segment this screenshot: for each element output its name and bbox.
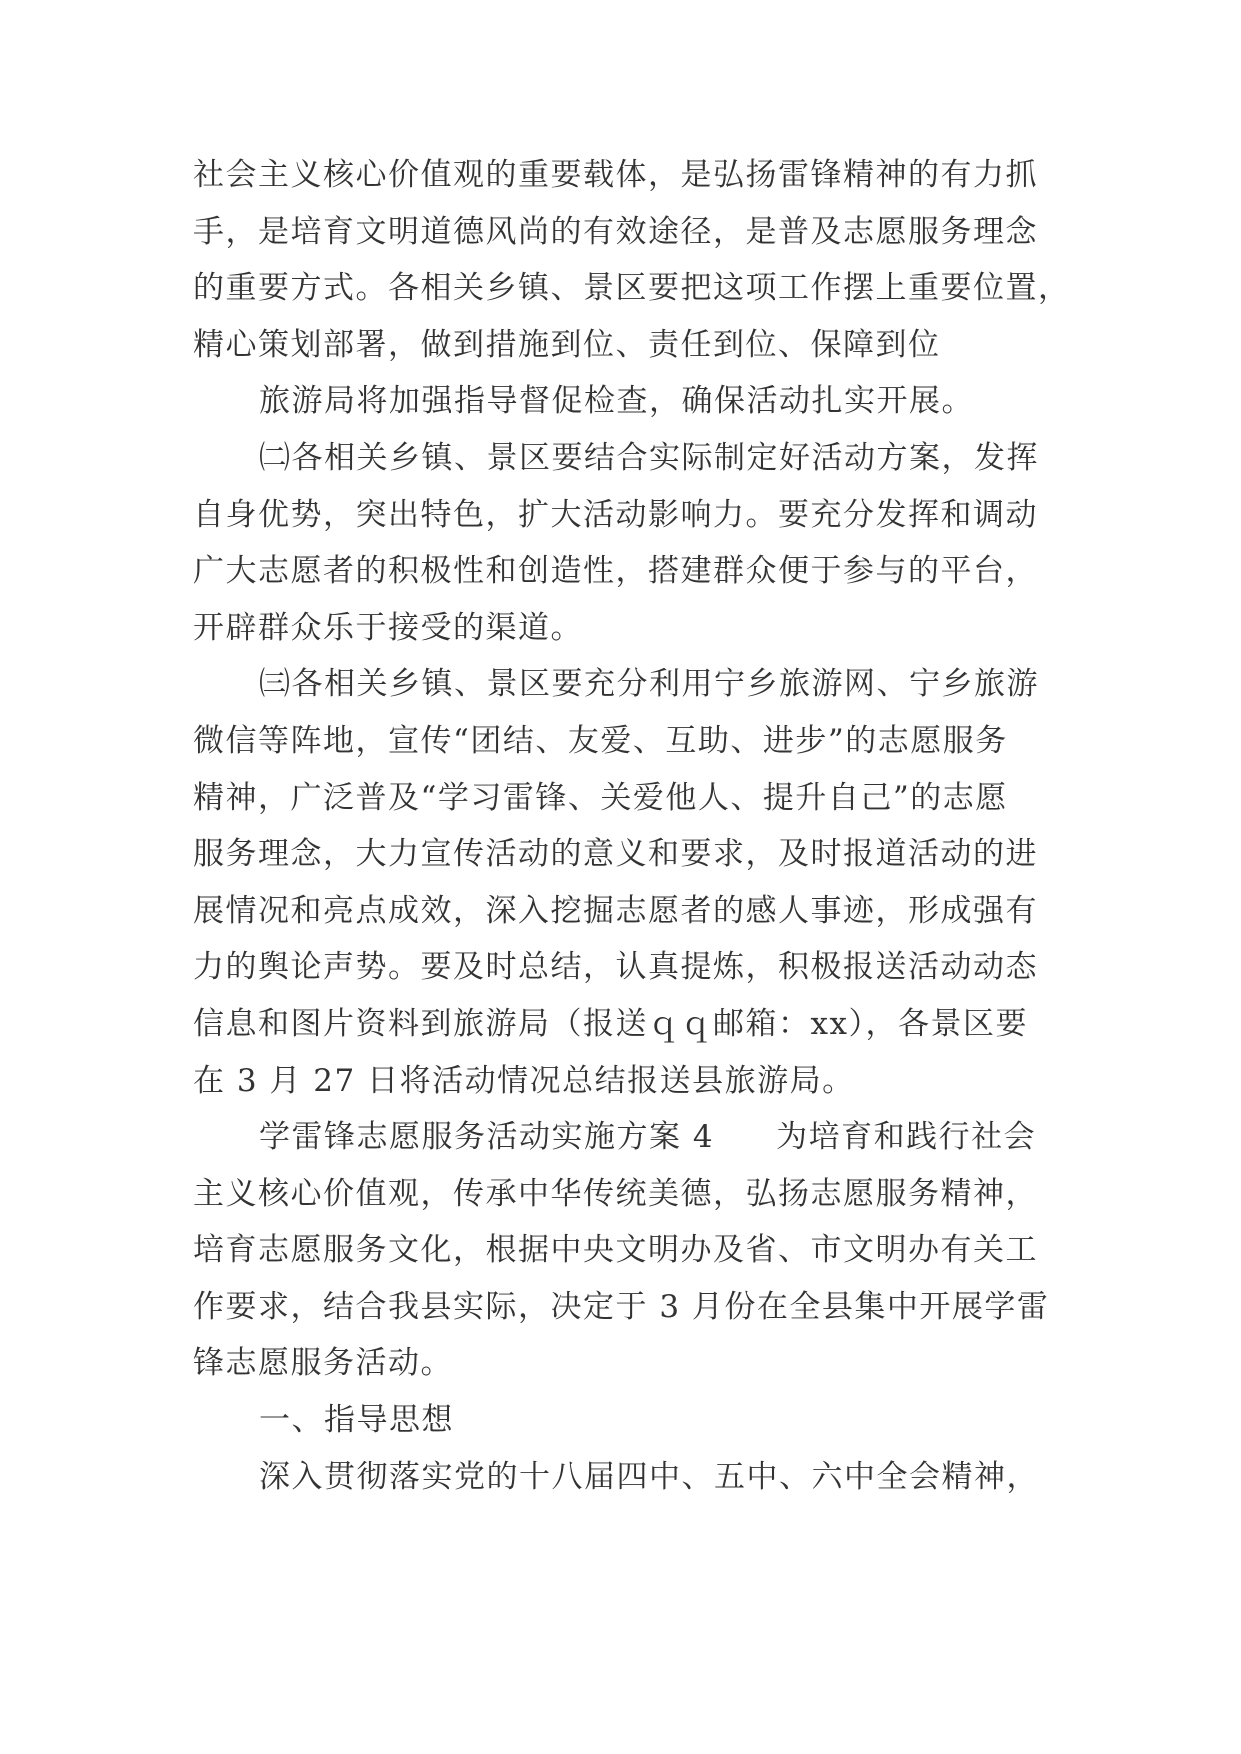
text-line: 手，是培育文明道德风尚的有效途径，是普及志愿服务理念 [193,213,1038,250]
text-line: 微信等阵地，宣传“团结、友爱、互助、进步”的志愿服务 [193,722,1008,759]
text-line: 开辟群众乐于接受的渠道。 [193,609,583,646]
text-line: ㈢各相关乡镇、景区要充分利用宁乡旅游网、宁乡旅游 [259,666,1039,703]
text-line: 自身优势，突出特色，扩大活动影响力。要充分发挥和调动 [193,496,1038,533]
text-line: 在 3 月 27 日将活动情况总结报送县旅游局。 [193,1062,855,1099]
text-line: 力的舆论声势。要及时总结，认真提炼，积极报送活动动态 [193,949,1038,986]
text-line: 主义核心价值观，传承中华传统美德，弘扬志愿服务精神， [193,1175,1038,1212]
text-line: 培育志愿服务文化，根据中央文明办及省、市文明办有关工 [193,1232,1038,1269]
text-line: ㈡各相关乡镇、景区要结合实际制定好活动方案，发挥 [259,439,1039,476]
text-line: 锋志愿服务活动。 [193,1345,453,1382]
text-line: 社会主义核心价值观的重要载体，是弘扬雷锋精神的有力抓 [193,157,1038,193]
text-line: 旅游局将加强指导督促检查，确保活动扎实开展。 [259,383,974,420]
text-line: 作要求，结合我县实际，决定于 3 月份在全县集中开展学雷 [193,1288,1050,1325]
text-line: 展情况和亮点成效，深入挖掘志愿者的感人事迹，形成强有 [193,892,1038,929]
text-line: 信息和图片资料到旅游局（报送ｑｑ邮箱：xx），各景区要 [193,1005,1028,1042]
text-line: 广大志愿者的积极性和创造性，搭建群众便于参与的平台， [193,553,1038,590]
text-line: 的重要方式。各相关乡镇、景区要把这项工作摆上重要位置， [193,270,1071,307]
section-heading-line [193,1109,1053,1166]
section-title: 学雷锋志愿服务活动实施方案 4 [259,1119,715,1156]
text-line: 精神，广泛普及“学习雷锋、关爱他人、提升自己”的志愿 [193,779,1008,816]
subheading: 一、指导思想 [259,1402,454,1439]
document-body [193,147,1071,1505]
text-line: 服务理念，大力宣传活动的意义和要求，及时报道活动的进 [193,836,1038,873]
text-line: 精心策划部署，做到措施到位、责任到位、保障到位 [193,326,941,363]
text-line: 深入贯彻落实党的十八届四中、五中、六中全会精神， [259,1458,1039,1495]
section-intro: 为培育和践行社会 [776,1119,1037,1156]
